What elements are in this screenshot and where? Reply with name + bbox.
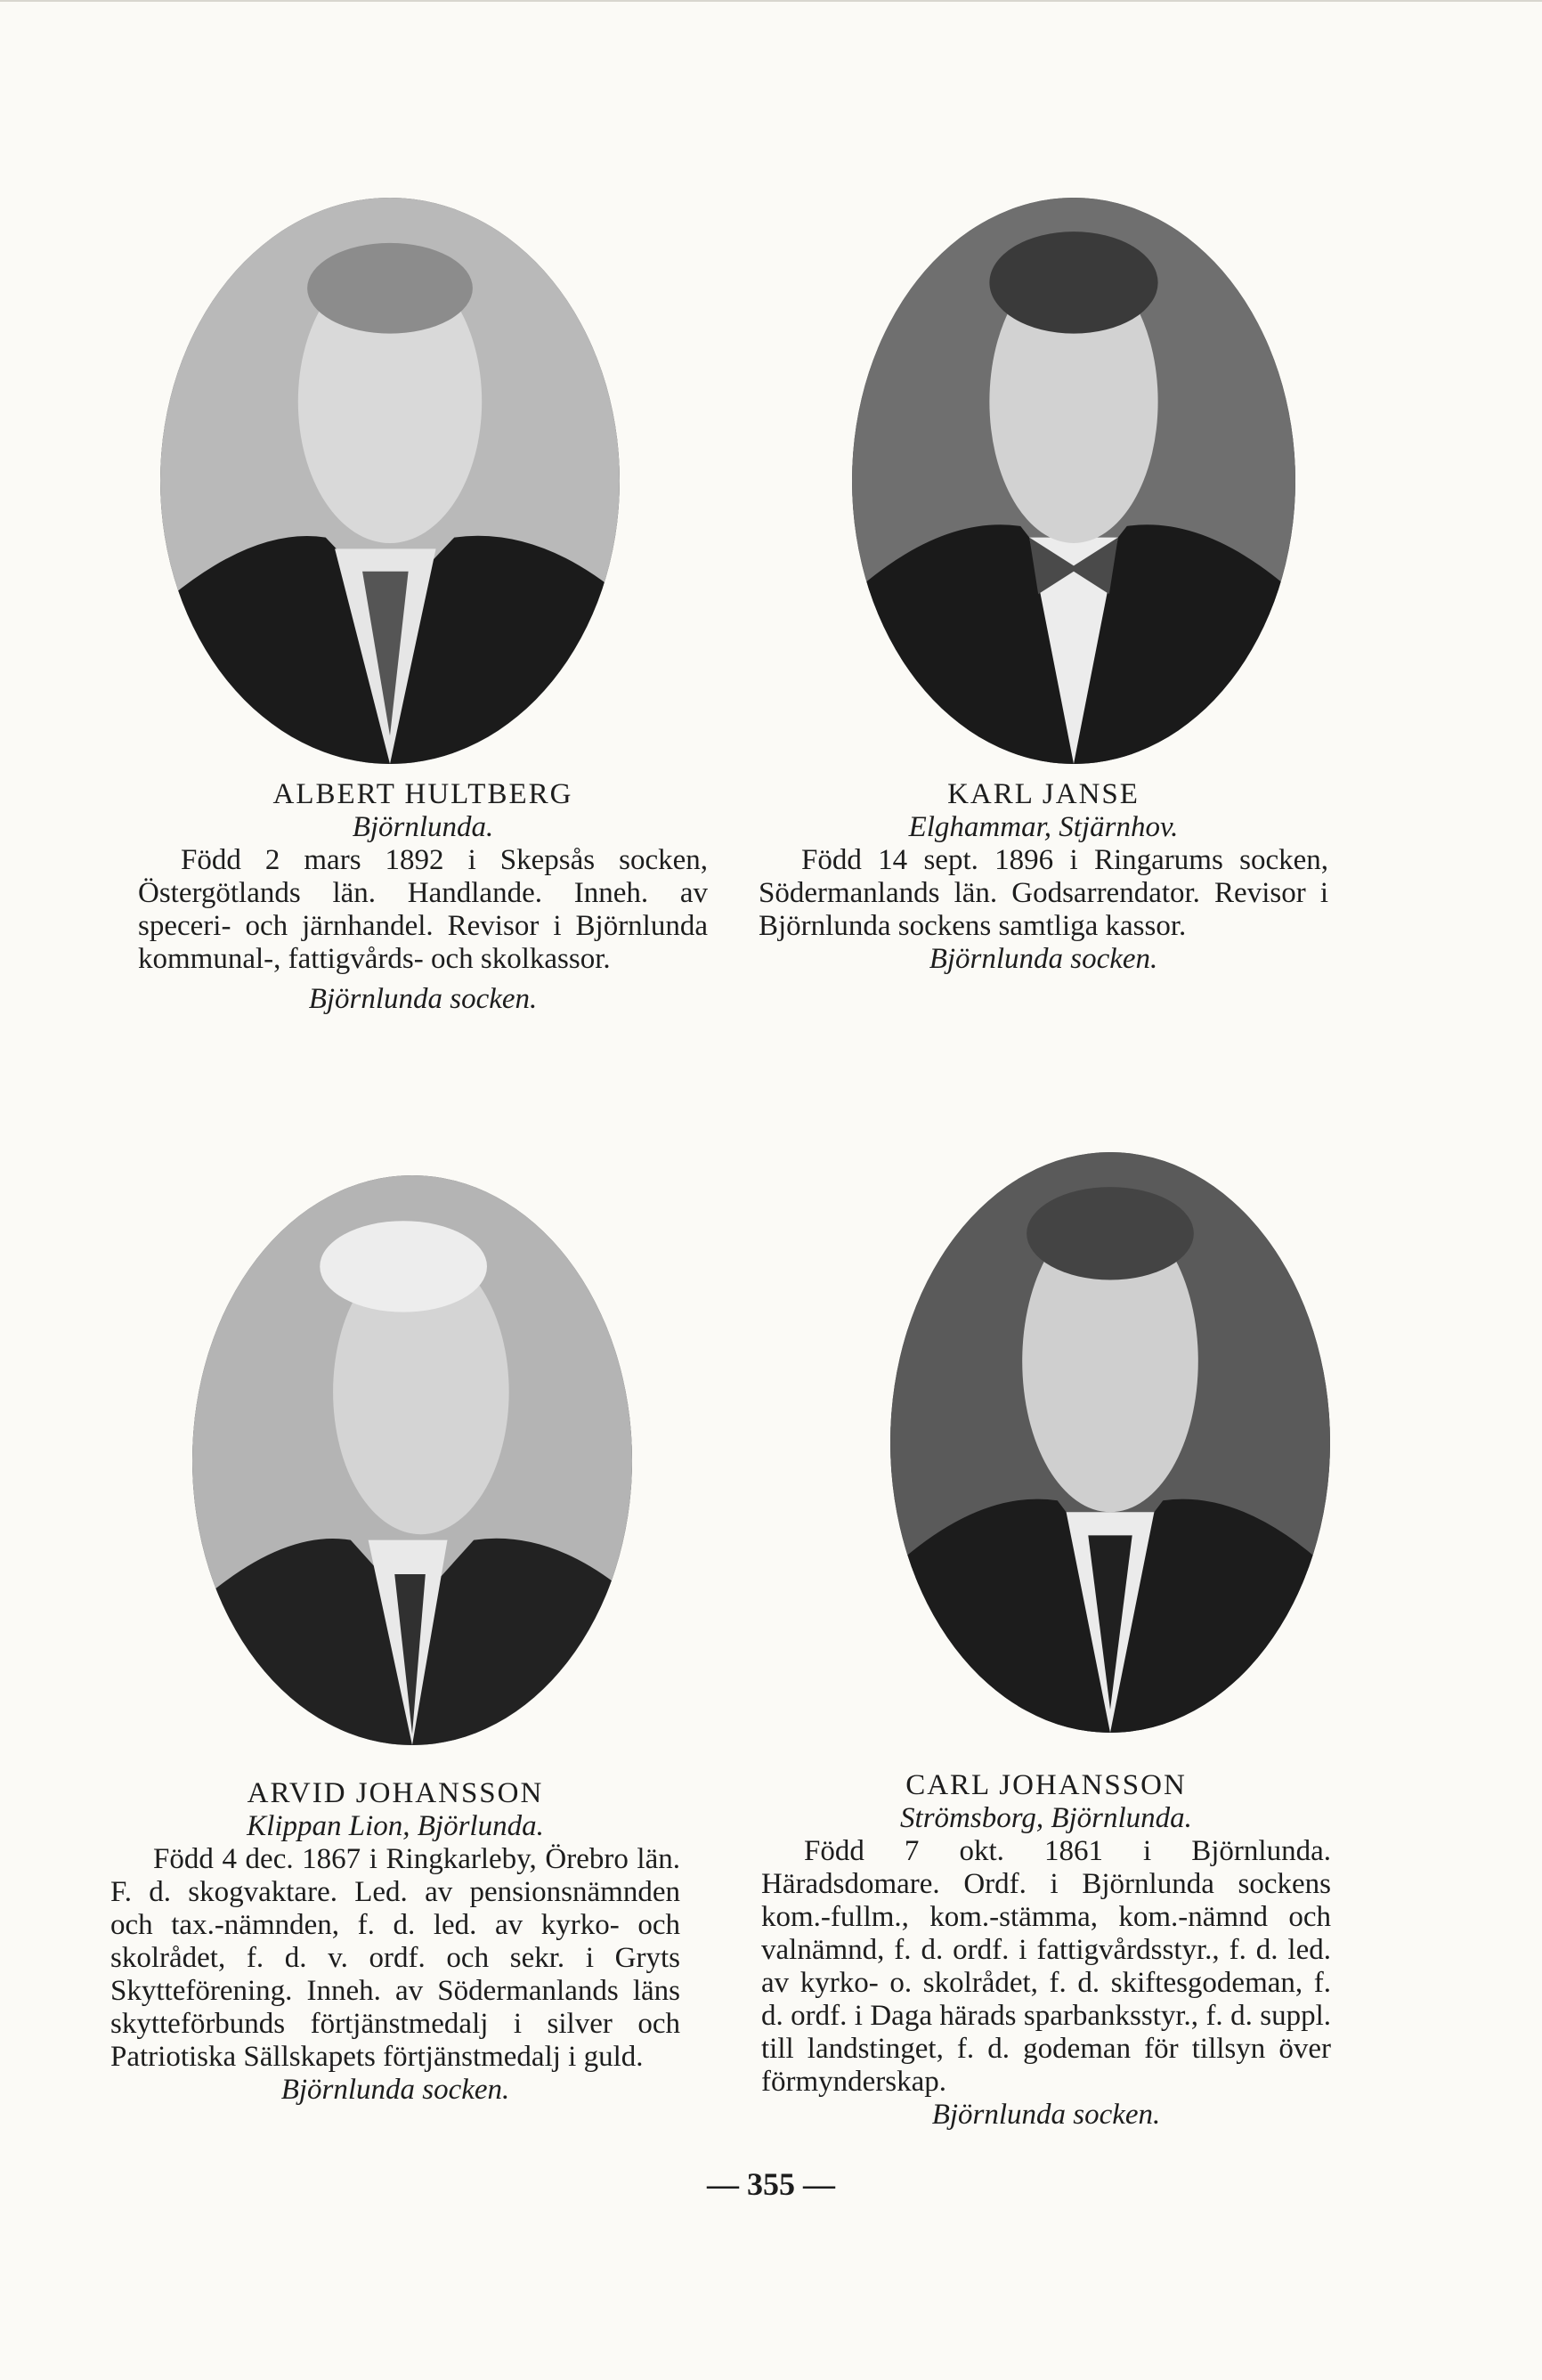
entry-parish: Björnlunda socken.	[929, 943, 1158, 975]
entry-albert-hultberg	[138, 778, 708, 1016]
entry-arvid-johansson	[110, 1777, 680, 2107]
portrait-carl-johansson	[890, 1152, 1330, 1733]
entry-body: Född 4 dec. 1867 i Ringkarleby, Örebro län. F. d. skogvaktare. Led. av pensionsnämnden och tax.-nämnden, f. d. led. av kyrko- och skolrådet, f. d. v. ordf. och sekr. i Gryts Skytteförening. Inneh. av Södermanlands läns skytteförbunds förtjänstmedalj i silver och Patriotiska Sällskapets förtjänstmedalj i guld.	[110, 1843, 680, 2073]
entry-name: KARL JANSE	[947, 778, 1140, 810]
entry-place: Elghammar, Stjärnhov.	[908, 811, 1179, 843]
entry-body: Född 2 mars 1892 i Skepsås socken, Östergötlands län. Handlande. Inneh. av speceri- och järnhandel. Revisor i Björnlunda kommunal-, fattigvårds- och skolkassor.	[138, 844, 708, 975]
entry-parish: Björnlunda socken.	[308, 983, 538, 1015]
portrait-albert-hultberg	[160, 198, 620, 764]
entry-place: Klippan Lion, Björlunda.	[247, 1810, 544, 1842]
entry-body: Född 7 okt. 1861 i Björnlunda. Häradsdomare. Ordf. i Björnlunda sockens kom.-fullm., kom.-stämma, kom.-nämnd och valnämnd, f. d. ordf. i fattigvårdsstyr., f. d. led. av kyrko- o. skolrådet, f. d. skiftesgodeman, f. d. ordf. i Daga härads sparbanksstyr., f. d. suppl. till landstinget, f. d. godeman för tillsyn över förmynderskap.	[761, 1835, 1331, 2098]
entry-carl-johansson	[761, 1769, 1331, 2132]
entry-karl-janse	[759, 778, 1328, 976]
entry-name: ALBERT HULTBERG	[272, 778, 573, 810]
portrait-karl-janse	[852, 198, 1295, 764]
entry-place: Strömsborg, Björnlunda.	[900, 1802, 1192, 1834]
entry-place: Björnlunda.	[352, 811, 494, 843]
entry-name: CARL JOHANSSON	[905, 1769, 1187, 1801]
entry-parish: Björnlunda socken.	[280, 2074, 510, 2106]
entry-name: ARVID JOHANSSON	[247, 1777, 544, 1809]
page-number: — 355 —	[707, 2166, 835, 2202]
portrait-arvid-johansson	[192, 1175, 632, 1745]
entry-body: Född 14 sept. 1896 i Ringarums socken, Södermanlands län. Godsarrendator. Revisor i Björnlunda sockens samtliga kassor.	[759, 844, 1328, 942]
entry-parish: Björnlunda socken.	[931, 2099, 1161, 2131]
